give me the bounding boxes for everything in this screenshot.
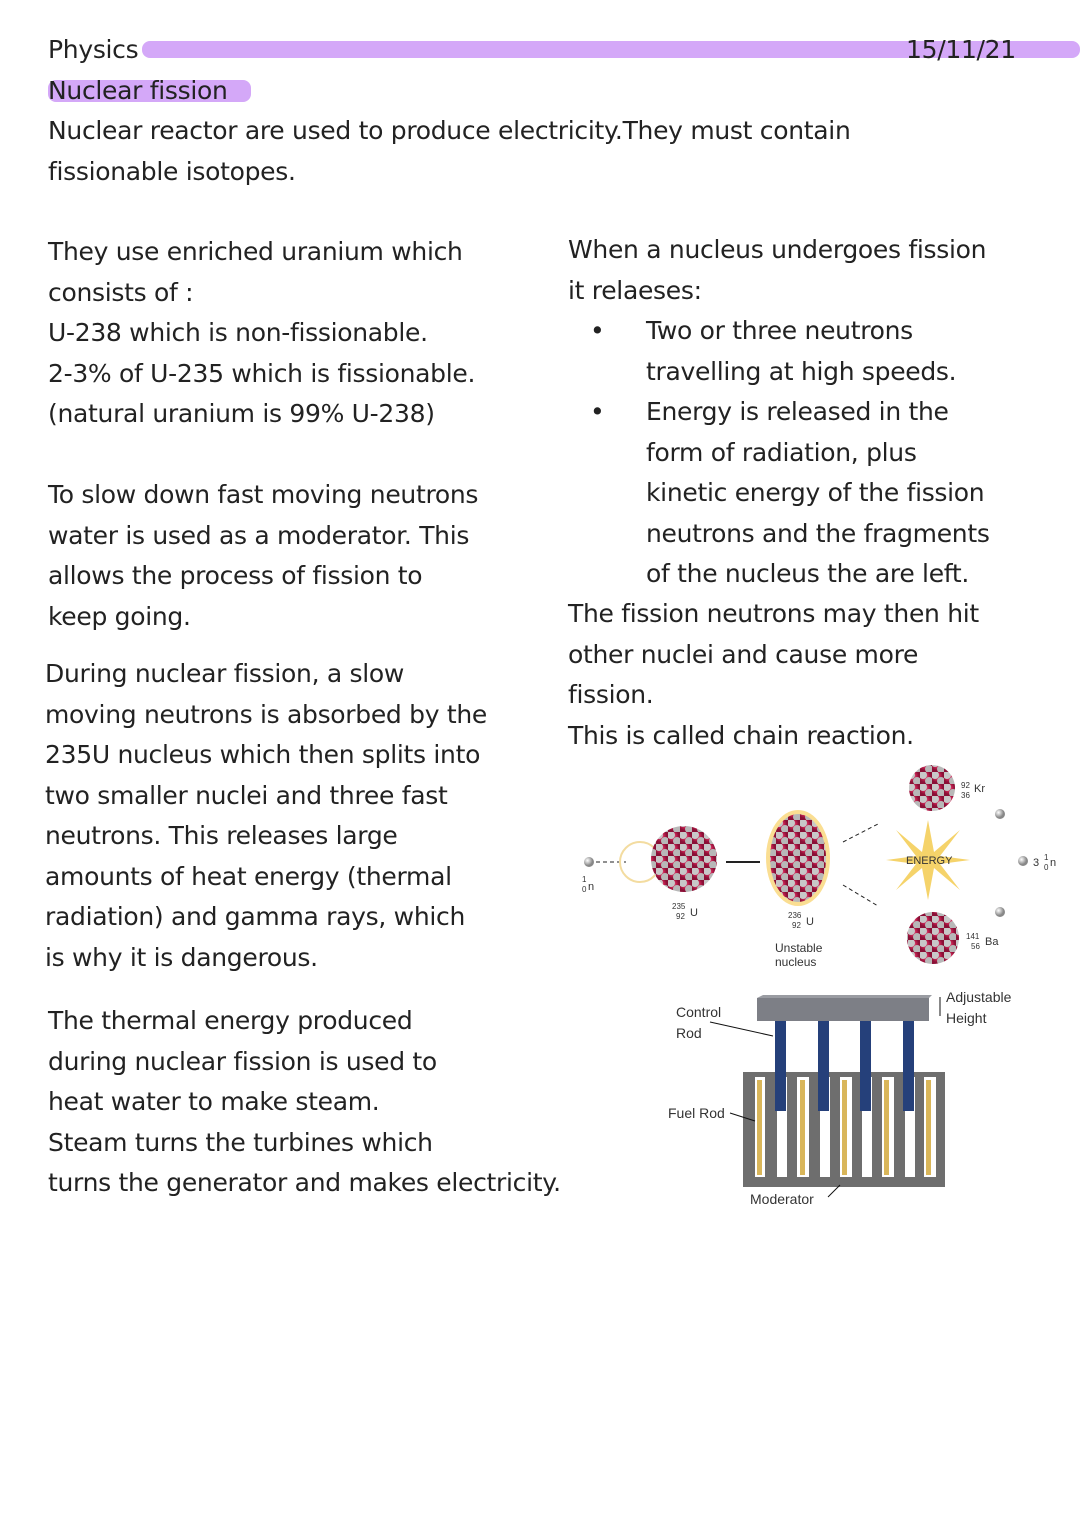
kr-mass: 92 [961, 781, 970, 790]
fission-releases-paragraph [568, 230, 986, 311]
moderator-paragraph [48, 475, 478, 637]
control-rod-label: Control [676, 1004, 722, 1020]
releases-bullet-list [568, 311, 990, 595]
fission-diagram [560, 760, 1060, 980]
text-line: turns the generator and makes electricity. [48, 1168, 561, 1197]
chain-reaction-paragraph [568, 594, 979, 756]
adjustable-label: Adjustable [946, 989, 1012, 1005]
page-title: Nuclear fission [48, 76, 228, 105]
neutron-z: 0 [582, 885, 587, 894]
neutron-label: n [588, 881, 595, 893]
incoming-neutron [584, 857, 594, 867]
text-line: form of radiation, plus [646, 437, 917, 467]
u235-label: U [690, 907, 698, 919]
text-line: (natural uranium is 99% U-238) [48, 399, 435, 428]
intro-paragraph [48, 111, 851, 192]
text-line: travelling at high speeds. [646, 356, 957, 386]
text-line: during nuclear fission is used to [48, 1046, 437, 1076]
u236-nucleus [770, 814, 826, 902]
text-line: neutrons and the fragments [646, 518, 990, 548]
text-line: water is used as a moderator. This [48, 520, 470, 550]
u235-nucleus [651, 826, 717, 892]
fuel-rod-label: Fuel Rod [668, 1105, 725, 1121]
text-line: heat water to make steam. [48, 1087, 380, 1116]
text-line: keep going. [48, 601, 191, 631]
text-line: radiation) and gamma rays, which [45, 902, 466, 931]
out-neutron-label: n [1050, 857, 1057, 869]
kr-z: 36 [961, 791, 970, 800]
text-line: fission. [568, 680, 654, 709]
text-line: consists of : [48, 277, 194, 307]
neutron-mass: 1 [582, 875, 587, 884]
height-label: Height [946, 1010, 987, 1026]
text-line: neutrons. This releases large [45, 821, 398, 850]
u236-label: U [806, 916, 814, 928]
text-line: two smaller nuclei and three fast [45, 780, 448, 810]
reactor-diagram [660, 985, 1030, 1210]
kr-nucleus [909, 765, 955, 811]
text-line: moving neutrons is absorbed by the [45, 699, 487, 729]
ba-z: 56 [971, 942, 980, 951]
nucleus-label: nucleus [775, 955, 817, 969]
fission-process-paragraph [45, 654, 487, 978]
ba-mass: 141 [966, 932, 980, 941]
text-line: Nuclear reactor are used to produce electricity.They must contain [48, 116, 851, 145]
u236-z: 92 [792, 921, 801, 930]
kr-label: Kr [974, 783, 985, 795]
date-label: 15/11/21 [906, 35, 1016, 64]
u236-mass: 236 [788, 911, 802, 920]
text-line: of the nucleus the are left. [646, 559, 969, 588]
text-line: U-238 which is non-fissionable. [48, 318, 428, 347]
energy-label: ENERGY [906, 855, 953, 867]
text-line: The thermal energy produced [48, 1006, 413, 1035]
unstable-label: Unstable [775, 941, 823, 955]
text-line: kinetic energy of the fission [646, 478, 985, 507]
text-line: When a nucleus undergoes fission [568, 235, 987, 264]
text-line: The fission neutrons may then hit [568, 599, 979, 628]
text-line: Steam turns the turbines which [48, 1127, 433, 1157]
out-neutron-mass: 1 [1044, 853, 1049, 862]
subject-label: Physics [48, 35, 139, 64]
text-line: other nuclei and cause more [568, 639, 919, 669]
bullet-item: • Two or three neutrons [568, 311, 990, 352]
neutron-count: 3 [1033, 857, 1040, 869]
text-line: To slow down fast moving neutrons [48, 480, 479, 509]
text-line: 235U nucleus which then splits into [45, 740, 481, 769]
thermal-energy-paragraph [48, 1001, 561, 1204]
control-rod-bar [757, 998, 929, 1021]
text-line: amounts of heat energy (thermal [45, 861, 452, 891]
text-line: it relaeses: [568, 275, 702, 305]
control-rod-label-2: Rod [676, 1025, 702, 1041]
enriched-uranium-paragraph [48, 232, 475, 435]
text-line: During nuclear fission, a slow [45, 659, 405, 688]
bullet-item: • Energy is released in the [568, 392, 990, 433]
text-line: This is called chain reaction. [568, 720, 914, 750]
u235-mass: 235 [672, 902, 686, 911]
out-neutron-z: 0 [1044, 863, 1049, 872]
text-line: allows the process of fission to [48, 561, 423, 590]
moderator-label: Moderator [750, 1191, 814, 1207]
text-line: 2-3% of U-235 which is fissionable. [48, 358, 476, 388]
ba-label: Ba [985, 936, 999, 948]
text-line: is why it is dangerous. [45, 942, 318, 972]
text-line: They use enriched uranium which [48, 237, 463, 266]
text-line: fissionable isotopes. [48, 156, 296, 186]
ba-nucleus [907, 912, 959, 964]
u235-z: 92 [676, 912, 685, 921]
